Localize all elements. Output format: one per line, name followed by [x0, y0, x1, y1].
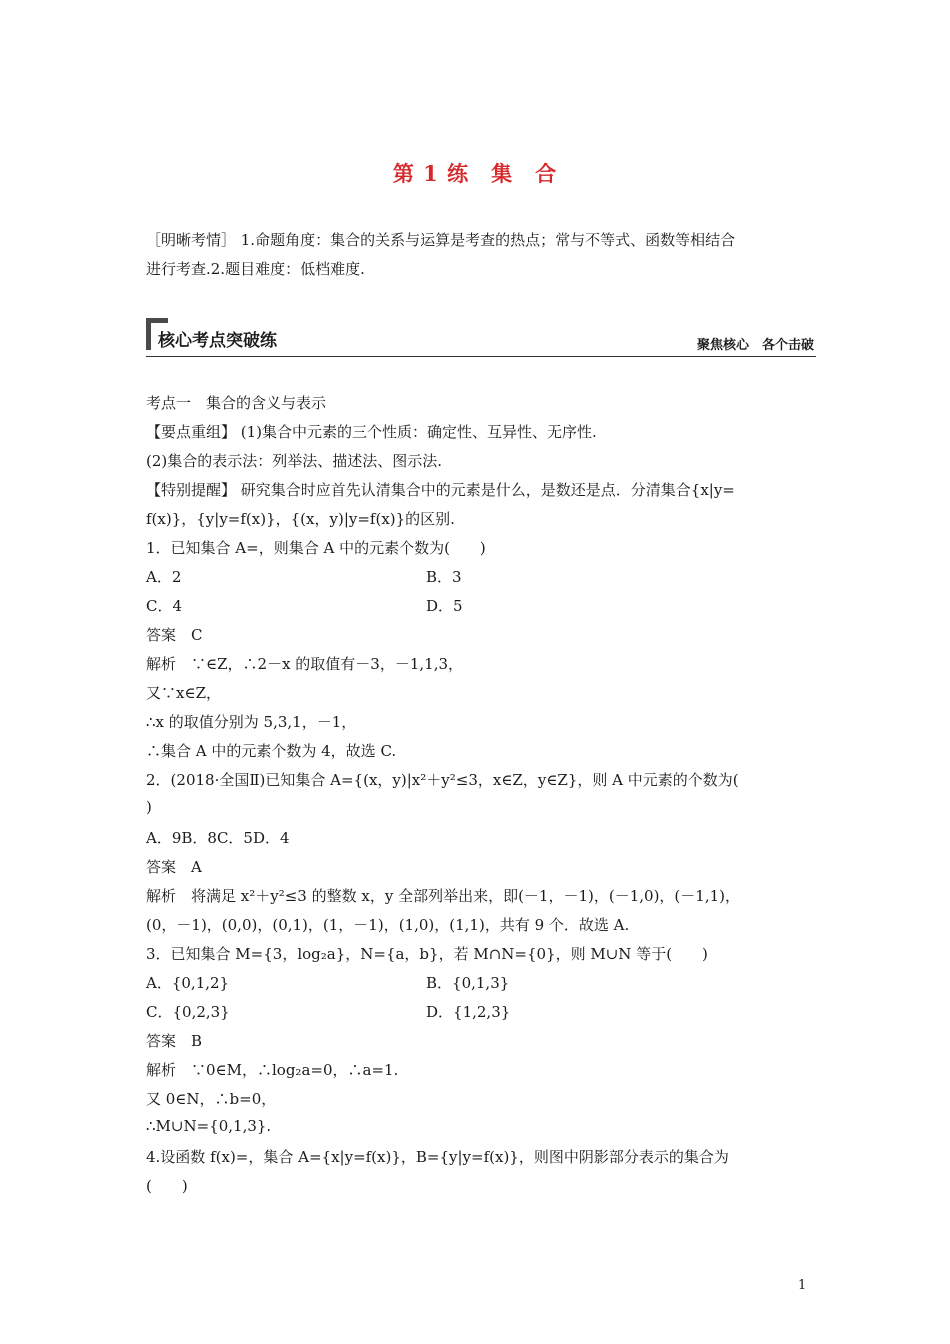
text-line: 【特别提醒】 研究集合时应首先认清集合中的元素是什么，是数还是点．分清集合{x|y= — [146, 481, 735, 499]
text-line: ∴x 的取值分别为 5,3,1，－1， — [146, 713, 357, 731]
option-a: A．{0,1,2} — [146, 974, 230, 992]
text-line: ∴M∪N={0,1,3}. — [146, 1117, 272, 1135]
page-number: 1 — [798, 1278, 807, 1293]
question-4: 4.设函数 f(x)=，集合 A={x|y=f(x)}，B={y|y=f(x)}，则图中阴影部分表示的集合为 — [146, 1148, 729, 1166]
question-3: 3．已知集合 M={3，log₂a}，N={a，b}，若 M∩N={0}，则 M∪N 等于( ) — [146, 945, 708, 963]
analysis: 解析 ∵∈Z，∴2－x 的取值有－3，－1,1,3， — [146, 655, 464, 673]
text-line: (0，－1)，(0,0)，(0,1)，(1，－1)，(1,0)，(1,1)，共有 9 个．故选 A. — [146, 916, 630, 934]
analysis: 解析 ∵0∈M，∴log₂a=0，∴a=1. — [146, 1061, 399, 1079]
intro-line-2: 进行考查.2.题目难度：低档难度. — [146, 260, 365, 278]
text-line: (2)集合的表示法：列举法、描述法、图示法. — [146, 452, 443, 470]
text-line: f(x)}，{y|y=f(x)}，{(x，y)|y=f(x)}的区别. — [146, 510, 455, 528]
answer: 答案 B — [146, 1032, 203, 1050]
text-line: ∴集合 A 中的元素个数为 4，故选 C. — [146, 742, 397, 760]
options: A．9B．8C．5D．4 — [146, 829, 290, 847]
option-c: C．4 — [146, 597, 183, 615]
banner-corner-mark — [146, 318, 168, 323]
question-2: 2．(2018·全国Ⅱ)已知集合 A={(x，y)|x²＋y²≤3，x∈Z，y∈Z}，则 A 中元素的个数为( — [146, 771, 739, 789]
answer: 答案 A — [146, 858, 202, 876]
banner-subtitle: 聚焦核心 各个击破 — [696, 338, 814, 353]
option-d: D．5 — [426, 597, 463, 615]
option-c: C．{0,2,3} — [146, 1003, 230, 1021]
text-line: ( ) — [146, 1177, 188, 1195]
option-b: B．3 — [426, 568, 462, 586]
option-b: B．{0,1,3} — [426, 974, 510, 992]
option-a: A．2 — [146, 568, 182, 586]
text-line: 又 0∈N，∴b=0， — [146, 1090, 277, 1108]
intro-line-1: ［明晰考情］ 1.命题角度：集合的关系与运算是考查的热点；常与不等式、函数等相结合 — [146, 231, 736, 249]
question-1: 1．已知集合 A=，则集合 A 中的元素个数为( ) — [146, 539, 486, 557]
text-line: 又∵x∈Z， — [146, 684, 221, 702]
answer: 答案 C — [146, 626, 203, 644]
option-d: D．{1,2,3} — [426, 1003, 511, 1021]
page-title: 第 1 练 集 合 — [392, 161, 558, 186]
banner-title: 核心考点突破练 — [158, 331, 277, 351]
text-line: 考点一 集合的含义与表示 — [146, 394, 327, 412]
text-line: 【要点重组】 (1)集合中元素的三个性质：确定性、互异性、无序性. — [146, 423, 597, 441]
section-banner — [146, 318, 816, 357]
text-line: ) — [146, 798, 152, 816]
analysis: 解析 将满足 x²＋y²≤3 的整数 x，y 全部列举出来，即(－1，－1)，(－1,0)，(－1,1)， — [146, 887, 740, 905]
